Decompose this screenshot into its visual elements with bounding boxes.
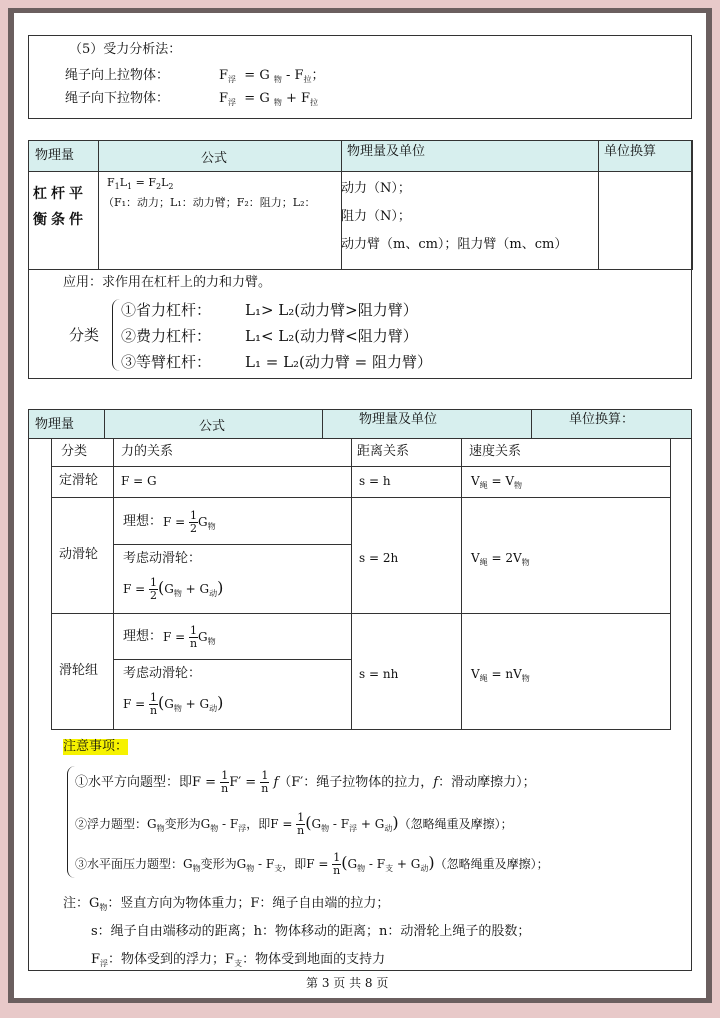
block-pulley-name: 滑轮组 xyxy=(59,663,99,678)
note-2: ②浮力题型：$G_物$变形为$G_物 - F_浮$，即F = $\frac{1}{n}$ $(G_物 - F_浮 + G_动)$（忽略绳重及摩擦）； xyxy=(75,811,513,837)
lever-class-2-rel: L₁< L₂(动力臂<阻力臂） xyxy=(245,327,418,345)
movable-pulley-name: 动滑轮 xyxy=(59,547,99,562)
lever-class-3-rel: L₁ = L₂(动力臂 = 阻力臂） xyxy=(245,353,433,371)
lever-box xyxy=(28,140,692,379)
movable-ideal-label: 理想： xyxy=(123,514,163,529)
unit-line-1: 动力（N）； xyxy=(341,181,411,196)
pulley-vline-3 xyxy=(461,438,462,730)
unit-line-3: 动力臂（m、cm）；阻力臂（m、cm） xyxy=(341,237,568,252)
block-consider-label: 考虑动滑轮： xyxy=(123,666,202,681)
pulley-hline-5 xyxy=(113,659,351,660)
sub-header-class: 分类 xyxy=(61,444,88,459)
page-frame xyxy=(8,8,712,1003)
pulley-header-formula: 公式 xyxy=(199,419,226,434)
page xyxy=(14,13,706,998)
footnote-2: s：绳子自由端移动的距离；h：物体移动的距离；n：动滑轮上绳子的股数； xyxy=(91,924,531,939)
lever-class-1-name: ①省力杠杆： xyxy=(121,301,212,319)
note-1: ①水平方向题型：即F = $\frac{1}{n}$ F′ = $\frac{1}{n}$ f（F′：绳子拉物体的拉力，f：滑动摩擦力）； xyxy=(75,769,536,795)
movable-consider-formula: F = $\frac{1}{2}$ $(G_物 + G_动)$ xyxy=(123,576,224,602)
block-distance: s = nh xyxy=(359,667,399,681)
header-quantity: 物理量 xyxy=(35,148,75,163)
movable-speed: $V_绳 = 2V_物$ xyxy=(471,551,530,567)
pull-down-label: 绳子向下拉物体： xyxy=(65,91,170,106)
lever-class-3-name: ③等臂杠杆： xyxy=(121,353,212,371)
pull-down-formula: $F_浮 = G$ $_物 + F_拉$ xyxy=(219,91,319,107)
force-analysis-title: （5）受力分析法： xyxy=(69,42,182,57)
block-speed: $V_绳 = nV_物$ xyxy=(471,667,530,683)
lever-class-label: 分类 xyxy=(69,326,100,344)
block-consider-formula: F = $\frac{1}{n}$ $(G_物 + G_动)$ xyxy=(123,691,224,717)
movable-distance: s = 2h xyxy=(359,551,399,565)
sub-header-speed: 速度关系 xyxy=(469,444,522,459)
block-ideal-label: 理想： xyxy=(123,629,163,644)
lever-formula-desc: （F₁：动力；L₁：动力臂；F₂：阻力；L₂： xyxy=(103,196,316,209)
pulley-vline-1 xyxy=(113,438,114,730)
lever-header-line xyxy=(28,171,692,172)
fixed-pulley-distance: s = h xyxy=(359,474,391,488)
pulley-header-quantity: 物理量 xyxy=(35,417,75,432)
fixed-pulley-speed: $V_绳 = V_物$ xyxy=(471,474,523,490)
lever-brace xyxy=(112,299,121,371)
pull-up-label: 绳子向上拉物体： xyxy=(65,68,170,83)
pulley-header-units: 物理量及单位 xyxy=(359,412,438,427)
lever-name: 杠杆平衡条件 xyxy=(33,186,87,228)
lever-application: 应用：求作用在杠杆上的力和力臂。 xyxy=(63,275,272,290)
sub-header-distance: 距离关系 xyxy=(357,444,410,459)
pulley-hline-3 xyxy=(113,544,351,545)
page-footer: 第 3 页 共 8 页 xyxy=(306,976,389,990)
movable-ideal-formula: F = $\frac{1}{2}$ $G_物$ xyxy=(163,509,216,535)
unit-line-2: 阻力（N）； xyxy=(341,209,411,224)
note-title: 注意事项： xyxy=(63,739,129,754)
fixed-pulley-name: 定滑轮 xyxy=(59,473,99,488)
pulley-box xyxy=(28,409,692,971)
movable-consider-label: 考虑动滑轮： xyxy=(123,551,202,566)
lever-class-1-rel: L₁> L₂(动力臂>阻力臂） xyxy=(245,301,418,319)
sub-header-force: 力的关系 xyxy=(121,444,174,459)
header-conversion: 单位换算 xyxy=(604,144,657,159)
pulley-vline-2 xyxy=(351,438,352,730)
block-ideal-formula: F = $\frac{1}{n}$ $G_物$ xyxy=(163,624,216,650)
fixed-pulley-force: F = G xyxy=(121,474,157,488)
header-units: 物理量及单位 xyxy=(347,144,426,159)
force-analysis-box xyxy=(28,35,692,119)
header-formula: 公式 xyxy=(201,151,228,166)
note-3: ③水平面压力题型：$G_物$变形为$G_物 - F_支$，即F = $\frac{1}{n}$ $(G_物 - F_支 + G_动)$（忽略绳重及摩擦）； xyxy=(75,851,549,877)
lever-formula: $F_1L_1 = F_2L_2$ xyxy=(107,176,174,191)
pull-up-formula: $F_浮 = G$ $_物 - F_拉$； xyxy=(219,68,325,84)
pulley-hline-2 xyxy=(51,497,671,498)
footnote-1: 注：$G_物$：竖直方向为物体重力；F：绳子自由端的拉力； xyxy=(63,896,390,912)
pulley-hline-1 xyxy=(51,466,671,467)
lever-class-2-name: ②费力杠杆： xyxy=(121,327,212,345)
pulley-hline-4 xyxy=(51,613,671,614)
footnote-3: $F_浮$：物体受到的浮力；$F_支$：物体受到地面的支持力 xyxy=(91,952,386,968)
pulley-header-conversion: 单位换算： xyxy=(569,412,635,427)
